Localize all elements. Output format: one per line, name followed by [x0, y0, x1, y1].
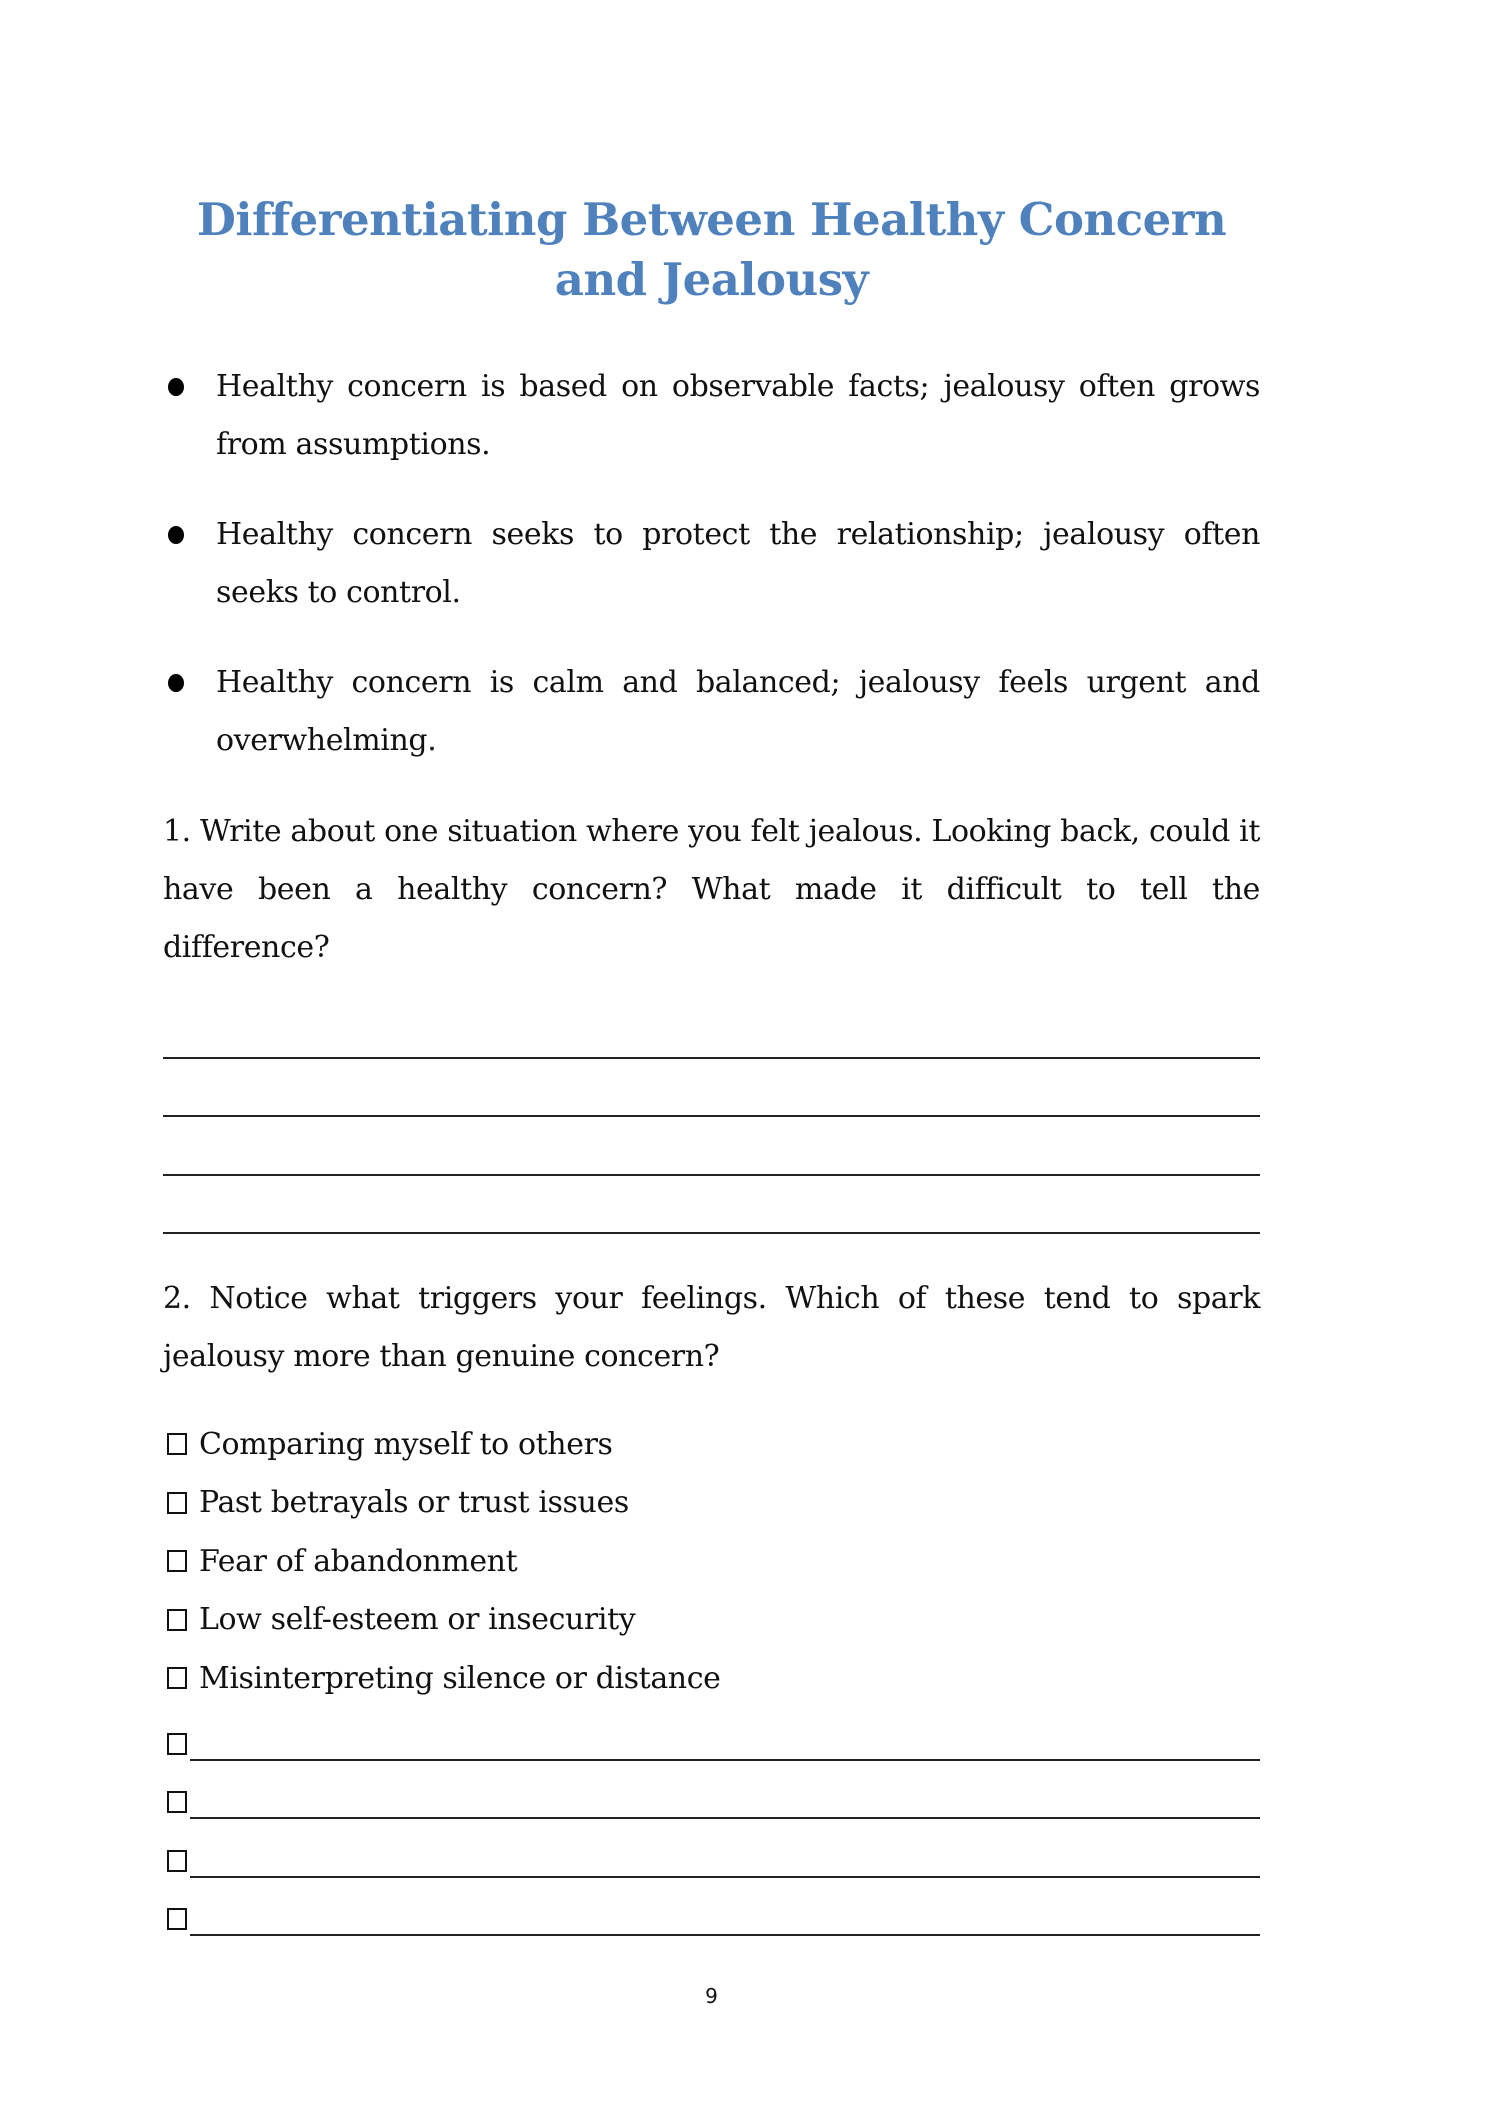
checklist-item[interactable]	[163, 1532, 1260, 1591]
bullet-dot-icon	[168, 378, 184, 396]
checklist-label: Misinterpreting silence or distance	[199, 1660, 721, 1696]
bullet-item	[163, 358, 1260, 474]
custom-checklist-item[interactable]	[163, 1880, 1260, 1939]
answer-line[interactable]	[163, 1059, 1260, 1118]
checklist-label: Past betrayals or trust issues	[199, 1485, 629, 1521]
checklist-item[interactable]	[163, 1474, 1260, 1533]
checkbox-icon[interactable]	[167, 1550, 187, 1572]
custom-checklist-item[interactable]	[163, 1704, 1260, 1763]
bullet-item	[163, 506, 1260, 622]
question-2-prompt: 2. Notice what triggers your feelings. Which of these tend to spark jealousy more than genuine concern?	[163, 1281, 1260, 1374]
comparison-bullet-list	[163, 358, 1260, 802]
page-number: 9	[705, 1984, 718, 2008]
trigger-checklist	[163, 1415, 1260, 1708]
checklist-item[interactable]	[163, 1415, 1260, 1474]
question-1-prompt: 1. Write about one situation where you felt jealous. Looking back, could it have been a healthy concern? What made it difficult to tell the difference?	[163, 814, 1260, 965]
write-in-line[interactable]	[190, 1875, 1260, 1878]
bullet-dot-icon	[168, 526, 184, 544]
checklist-label: Fear of abandonment	[199, 1543, 518, 1579]
checkbox-icon[interactable]	[167, 1850, 187, 1872]
bullet-text: Healthy concern is based on observable facts; jealousy often grows from assumptions.	[216, 369, 1260, 462]
checkbox-icon[interactable]	[167, 1667, 187, 1689]
checklist-label: Comparing myself to others	[199, 1426, 613, 1462]
answer-line[interactable]	[163, 1176, 1260, 1235]
question-1-answer-area[interactable]	[163, 1000, 1260, 1234]
answer-line[interactable]	[163, 1000, 1260, 1059]
checklist-label: Low self-esteem or insecurity	[199, 1602, 636, 1638]
checkbox-icon[interactable]	[167, 1908, 187, 1930]
bullet-text: Healthy concern seeks to protect the relationship; jealousy often seeks to control.	[216, 517, 1260, 610]
bullet-dot-icon	[168, 674, 184, 692]
checklist-item[interactable]	[163, 1649, 1260, 1708]
custom-checklist-item[interactable]	[163, 1821, 1260, 1880]
checkbox-icon[interactable]	[167, 1609, 187, 1631]
page-title: Differentiating Between Healthy Concern and Jealousy	[196, 193, 1227, 306]
custom-trigger-list	[163, 1704, 1260, 1938]
checkbox-icon[interactable]	[167, 1433, 187, 1455]
custom-checklist-item[interactable]	[163, 1763, 1260, 1822]
checkbox-icon[interactable]	[167, 1791, 187, 1813]
bullet-text: Healthy concern is calm and balanced; jealousy feels urgent and overwhelming.	[216, 665, 1260, 758]
bullet-item	[163, 654, 1260, 770]
checklist-item[interactable]	[163, 1591, 1260, 1650]
write-in-line[interactable]	[190, 1816, 1260, 1819]
answer-line[interactable]	[163, 1117, 1260, 1176]
checkbox-icon[interactable]	[167, 1733, 187, 1755]
write-in-line[interactable]	[190, 1758, 1260, 1761]
write-in-line[interactable]	[190, 1933, 1260, 1936]
checkbox-icon[interactable]	[167, 1492, 187, 1514]
